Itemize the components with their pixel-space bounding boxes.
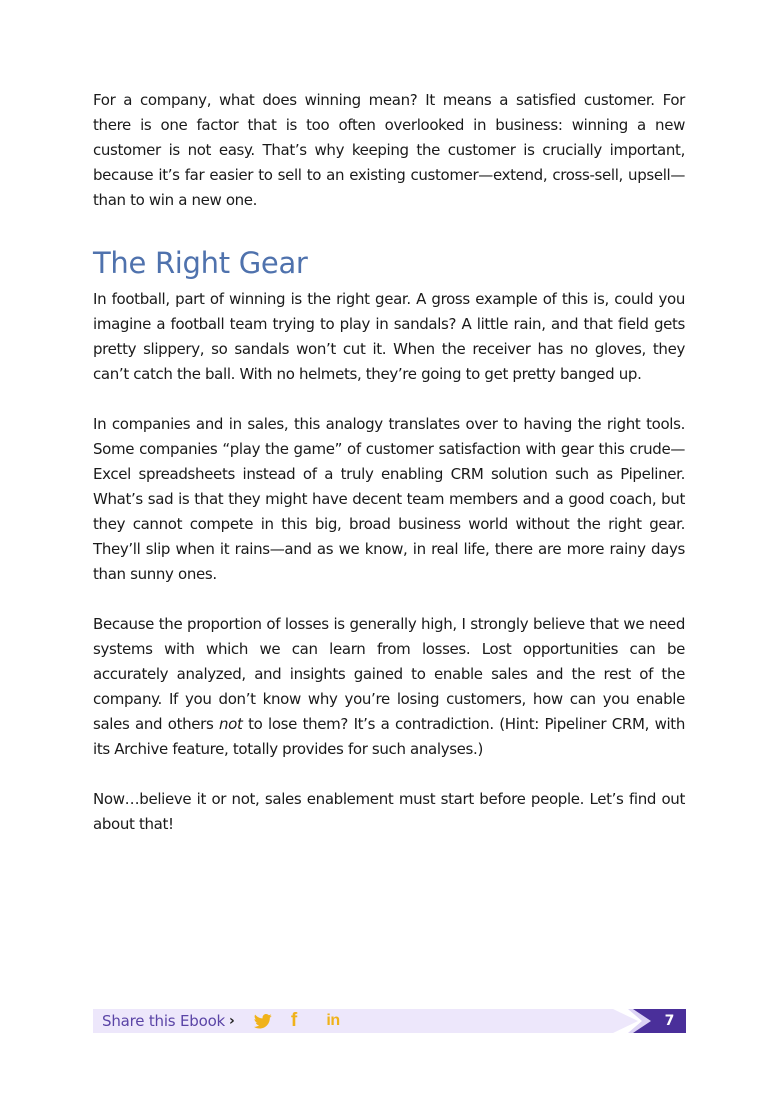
emphasis-not: not: [219, 715, 243, 733]
body-paragraph-4: Now…believe it or not, sales enablement must start before people. Let’s find out about that!: [93, 790, 685, 833]
body-paragraph-2: In companies and in sales, this analogy translates over to having the right tools. Some companies “play the game” of customer satisfaction with gear this crude—Excel spreadsheets instead of a truly enabling CRM solution such as Pipeliner. What’s sad is that they might have decent team members and a good coach, but they cannot compete in this big, broad business world without the right gear. They’ll slip when it rains—and as we know, in real life, there are more rainy days than sunny ones.: [93, 415, 685, 583]
intro-paragraph: For a company, what does winning mean? It means a satisfied customer. For there is one factor that is too often overlooked in business: winning a new customer is not easy. That’s why keeping the customer is crucially important, because it’s far easier to sell to an existing customer—extend, cross-sell, upsell—than to win a new one.: [93, 91, 685, 209]
page-footer: [93, 1006, 686, 1036]
twitter-icon[interactable]: [253, 1010, 273, 1032]
linkedin-icon[interactable]: in: [326, 1012, 340, 1029]
body-paragraph-3-text-b: to lose them? It’s a contradiction. (Hint: Pipeliner CRM, with its Archive feature, totally provides for such analyses.): [93, 715, 685, 758]
facebook-icon[interactable]: f: [290, 1010, 298, 1031]
section-heading: The Right Gear: [93, 246, 308, 280]
share-ebook-label[interactable]: Share this Ebook: [102, 1012, 226, 1030]
page-number: 7: [664, 1013, 675, 1029]
page-content: [93, 88, 685, 837]
body-paragraph-3-text-a: Because the proportion of losses is generally high, I strongly believe that we need systems with which we can learn from losses. Lost opportunities can be accurately analyzed, and insights gained to enable sales and the rest of the company. If you don’t know why you’re losing customers, how can you enable sales and others: [93, 615, 685, 733]
chevron-right-icon: ›: [229, 1013, 235, 1029]
body-paragraph-3: [93, 612, 685, 762]
body-paragraph-1: In football, part of winning is the right gear. A gross example of this is, could you imagine a football team trying to play in sandals? A little rain, and that field gets pretty slippery, so sandals won’t cut it. When the receiver has no gloves, they can’t catch the ball. With no helmets, they’re going to get pretty banged up.: [93, 290, 685, 383]
